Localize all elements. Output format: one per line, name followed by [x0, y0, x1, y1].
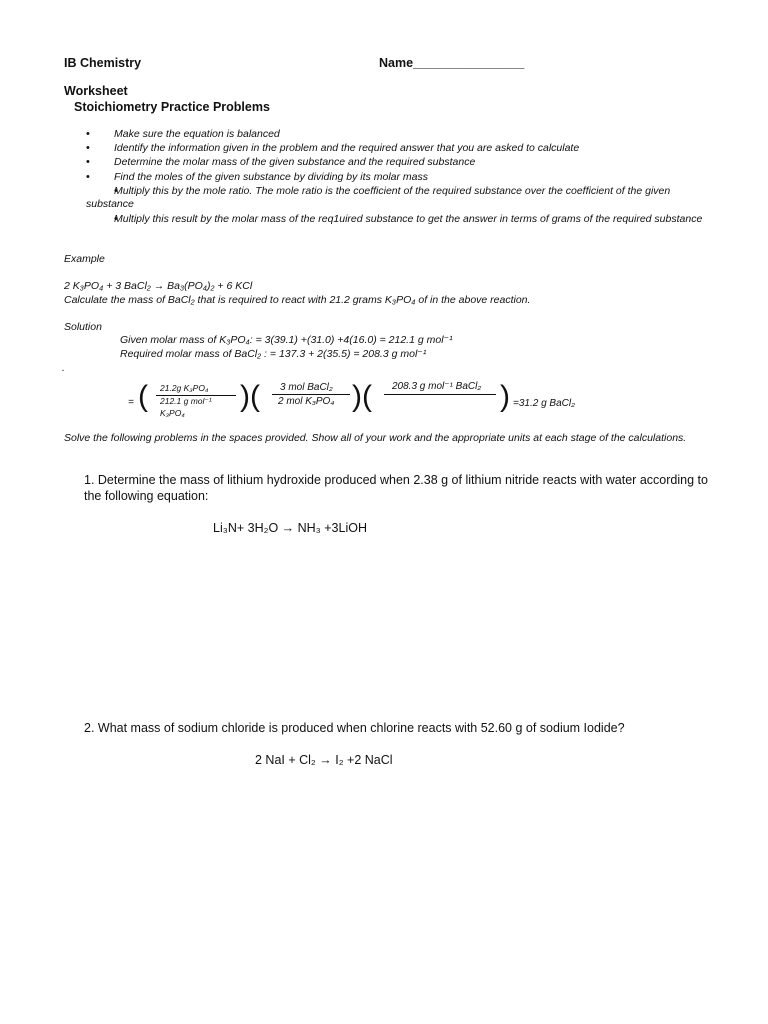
worksheet-heading: Worksheet	[64, 84, 128, 98]
open-paren-1: (	[138, 380, 148, 413]
fraction-2-bar	[272, 394, 350, 395]
fraction-2-numerator: 3 mol BaCl₂	[280, 382, 333, 393]
close-open-paren-2: )(	[352, 380, 372, 413]
required-molar-mass: Required molar mass of BaCl₂ : = 137.3 + 2(35.5) = 208.3 g mol⁻¹	[120, 348, 427, 360]
problem-1-text: 1. Determine the mass of lithium hydroxide produced when 2.38 g of lithium nitride reacts with water according to the following equation:	[84, 473, 708, 503]
instruction-item: • Multiply this result by the molar mass of the req1uired substance to get the answer in terms of grams of the required substance	[86, 213, 706, 226]
example-question: Calculate the mass of BaCl₂ that is required to react with 21.2 grams K₃PO₄ of in the above reaction.	[64, 294, 531, 306]
instruction-item: • Determine the molar mass of the given substance and the required substance	[86, 156, 706, 169]
fraction-3-bar	[384, 394, 496, 395]
instruction-item: • Make sure the equation is balanced	[86, 128, 706, 141]
solution-label: Solution	[64, 321, 102, 333]
problem-2-equation: 2 NaI + Cl₂ → I₂ +2 NaCl	[255, 753, 393, 767]
instruction-list	[86, 128, 706, 227]
equals-sign: =	[128, 397, 134, 408]
close-paren-3: )	[500, 380, 510, 413]
example-result: =31.2 g BaCl₂	[513, 398, 575, 409]
fraction-1-denominator: 212.1 g mol⁻¹	[160, 396, 212, 406]
problem-2-text: 2. What mass of sodium chloride is produced when chlorine reacts with 52.60 g of sodium Iodide?	[84, 721, 625, 735]
given-molar-mass: Given molar mass of K₃PO₄: = 3(39.1) +(31.0) +4(16.0) = 212.1 g mol⁻¹	[120, 334, 453, 346]
course-title: IB Chemistry	[64, 56, 142, 70]
stray-dot: .	[62, 362, 65, 374]
fraction-1-numerator: 21.2g K₃PO₄	[160, 383, 209, 393]
name-field-label: Name________________	[379, 56, 525, 70]
example-label: Example	[64, 253, 105, 265]
instruction-item: • Find the moles of the given substance by dividing by its molar mass	[86, 171, 706, 184]
example-equation: 2 K₃PO₄ + 3 BaCl₂ → Ba₃(PO₄)₂ + 6 KCl	[64, 280, 253, 292]
fraction-1-denominator-unit: K₃PO₄	[160, 408, 185, 418]
fraction-2-denominator: 2 mol K₃PO₄	[278, 396, 335, 407]
instruction-item: • Multiply this by the mole ratio. The mole ratio is the coefficient of the required substance over the coefficient of the given substance	[86, 185, 706, 211]
directions-text: Solve the following problems in the spaces provided. Show all of your work and the appropriate units at each stage of the calculations.	[64, 432, 687, 444]
fraction-3-numerator: 208.3 g mol⁻¹ BaCl₂	[392, 381, 482, 392]
instruction-item: • Identify the information given in the problem and the required answer that you are asked to calculate	[86, 142, 706, 155]
worksheet-subtitle: Stoichiometry Practice Problems	[74, 100, 270, 114]
problem-1-equation: Li₃N+ 3H₂O → NH₃ +3LiOH	[213, 521, 367, 535]
close-open-paren-1: )(	[240, 380, 260, 413]
